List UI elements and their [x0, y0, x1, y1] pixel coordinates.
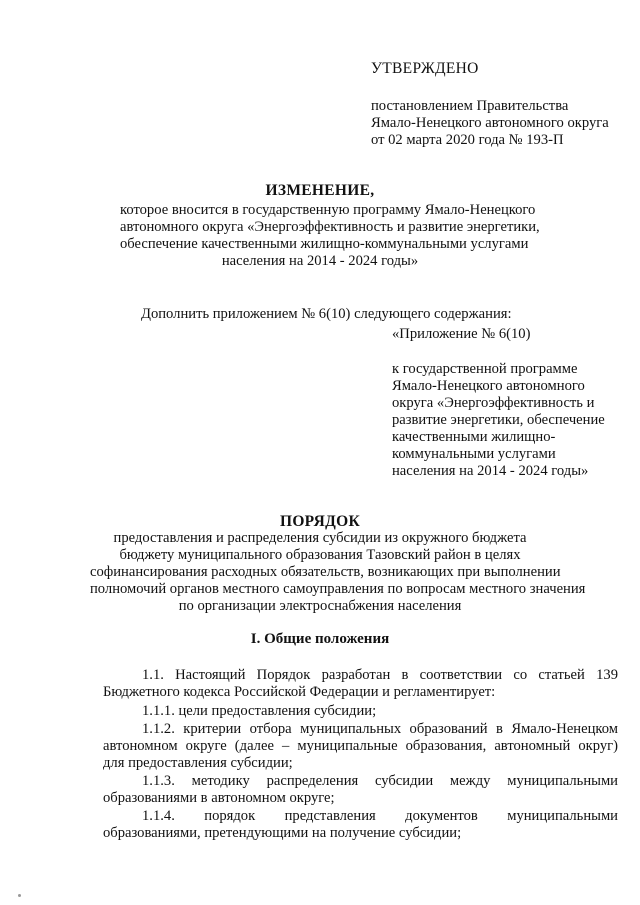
order-subtitle-line: бюджету муниципального образования Тазовский район в целях [119, 547, 521, 563]
appendix-line: округа «Энергоэффективность и [392, 395, 595, 411]
paragraph-line: для предоставления субсидии; [103, 755, 293, 771]
approval-line: постановлением Правительства [371, 98, 569, 114]
scan-speck [18, 894, 21, 897]
change-subtitle-line: населения на 2014 - 2024 годы» [221, 253, 419, 269]
paragraph-line: Бюджетного кодекса Российской Федерации и регламентирует: [103, 684, 496, 700]
appendix-line: качественными жилищно- [392, 429, 556, 445]
order-subtitle [90, 530, 586, 615]
approval-block [371, 98, 631, 149]
approval-title: УТВЕРЖДЕНО [371, 60, 479, 77]
appendix-line: населения на 2014 - 2024 годы» [392, 463, 589, 479]
paragraph-1-1-3 [103, 773, 618, 807]
paragraph-line: 1.1. Настоящий Порядок разработан в соответствии со статьей 139 [142, 667, 618, 683]
appendix-line: к государственной программе [392, 361, 578, 377]
order-heading: ПОРЯДОК [279, 513, 361, 530]
supplement-text: Дополнить приложением № 6(10) следующего содержания: [141, 306, 512, 322]
paragraph-1-1 [103, 667, 618, 701]
paragraph-line: образованиями в автономном округе; [103, 790, 335, 806]
appendix-line: развитие энергетики, обеспечение [392, 412, 605, 428]
order-subtitle-line: полномочий органов местного самоуправления по вопросам местного значения [90, 581, 586, 597]
appendix-block [392, 361, 612, 480]
appendix-line: коммунальными услугами [392, 446, 556, 462]
approval-line: Ямало-Ненецкого автономного округа [371, 115, 609, 131]
appendix-title: «Приложение № 6(10) [392, 326, 531, 342]
change-subtitle [120, 202, 540, 270]
paragraph-1-1-1 [103, 703, 618, 720]
change-subtitle-line: которое вносится в государственную программу Ямало-Ненецкого [120, 202, 536, 218]
paragraph-1-1-4 [103, 808, 618, 842]
paragraph-line: 1.1.3. методику распределения субсидии между муниципальными [142, 773, 618, 789]
change-heading: ИЗМЕНЕНИЕ, [265, 182, 375, 199]
order-subtitle-line: софинансирования расходных обязательств, возникающих при выполнении [90, 564, 561, 580]
paragraph-line: автономном округе (далее – муниципальные образования, автономный округ) [103, 738, 618, 754]
paragraph-line: 1.1.4. порядок представления документов муниципальными [142, 808, 618, 824]
paragraph-line: 1.1.2. критерии отбора муниципальных образований в Ямало-Ненецком [142, 721, 618, 737]
order-subtitle-line: предоставления и распределения субсидии из окружного бюджета [113, 530, 527, 546]
change-subtitle-line: обеспечение качественными жилищно-коммунальными услугами [120, 236, 529, 252]
appendix-line: Ямало-Ненецкого автономного [392, 378, 585, 394]
change-subtitle-line: автономного округа «Энергоэффективность и развитие энергетики, [120, 219, 540, 235]
paragraph-line: образованиями, претендующими на получение субсидии; [103, 825, 462, 841]
paragraph-line: 1.1.1. цели предоставления субсидии; [142, 703, 377, 719]
approval-line: от 02 марта 2020 года № 193-П [371, 132, 564, 148]
paragraph-1-1-2 [103, 721, 618, 772]
section-heading: I. Общие положения [250, 631, 390, 647]
order-subtitle-line: по организации электроснабжения населения [178, 598, 462, 614]
